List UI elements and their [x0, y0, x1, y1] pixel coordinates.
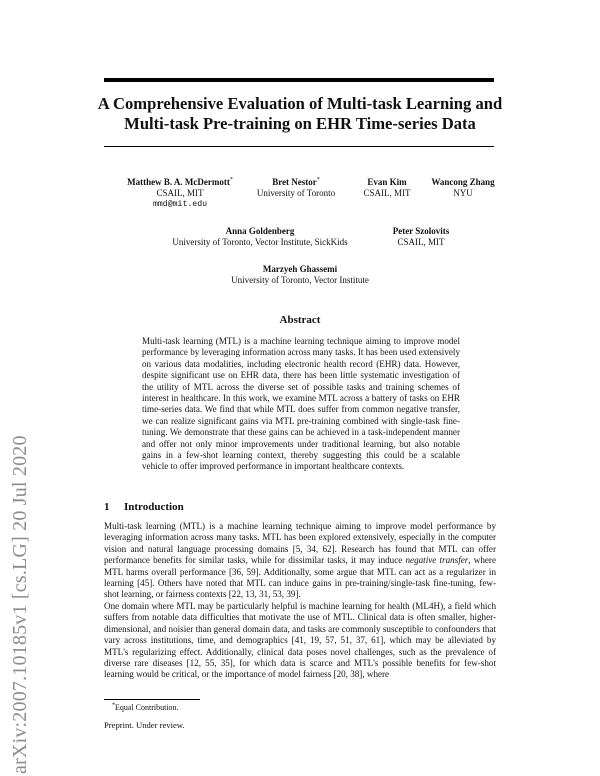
footnote-rule — [104, 699, 200, 700]
author-affiliation: CSAIL, MIT — [397, 237, 445, 247]
paper-title: A Comprehensive Evaluation of Multi-task Learning and Multi-task Pre-training on EHR Time-series Data — [97, 94, 503, 133]
author-affiliation: CSAIL, MIT — [363, 188, 411, 198]
section-title: Introduction — [124, 501, 184, 513]
footnote-text: Equal Contribution. — [115, 703, 179, 712]
equal-contribution-mark: * — [229, 177, 233, 183]
author-name: Anna Goldenberg — [225, 226, 295, 236]
footnote — [112, 703, 179, 712]
author-name: Matthew B. A. McDermott — [127, 177, 230, 187]
intro-paragraph-1 — [104, 521, 496, 601]
author-block — [200, 264, 400, 286]
title-rule-bottom — [104, 146, 494, 147]
author-name: Bret Nestor — [272, 177, 317, 187]
emphasized-term: negative transfer — [405, 555, 469, 566]
author-affiliation: University of Toronto — [256, 188, 336, 198]
author-email[interactable]: mmd@mit.edu — [152, 200, 208, 209]
author-affiliation: University of Toronto, Vector Institute — [231, 275, 369, 285]
author-block — [118, 177, 242, 210]
section-number: 1 — [104, 501, 110, 513]
author-block — [410, 177, 516, 199]
footnote-mark: * — [112, 702, 115, 709]
intro-paragraph-2: One domain where MTL may be particularly helpful is machine learning for health (ML4H), a field which suffers from notable data difficulties that motivate the use of MTL. Clinical data is often smaller, higher-dimensional, and noisier than general domain data, and tasks are commonly susceptible to confounders that vary across institutions, time, and demographics [41, 19, 57, 51, 37, 61], which may be alleviated by MTL's regularizing effect. Additionally, clinical data poses novel challenges, such as the prevalence of diverse rare diseases [12, 55, 35], for which data is scarce and MTL's possible benefits for few-shot learning would be critical, or the importance of model fairness [20, 38], where — [104, 601, 496, 680]
intro-text: Multi-task learning (MTL) is a machine learning technique aiming to improve model performance by leveraging information across many tasks. MTL has been explored extensively, especially in the computer vision and natural language processing domains [5, 34, 62]. Research has found that MTL can offer performance benefits for similar tasks, while for dissimilar tasks, it may induce — [104, 521, 496, 566]
abstract-text: Multi-task learning (MTL) is a machine learning technique aiming to improve model performance by leveraging information across many tasks. It has been used extensively on various data modalities, including electronic health record (EHR) data. However, despite significant use on EHR data, there has been little systematic investigation of the utility of MTL across the diverse set of possible tasks and training schemes of interest in healthcare. In this work, we examine MTL across a battery of tasks on EHR time-series data. We find that while MTL does suffer from common negative transfer, we can realize significant gains via MTL pre-training combined with single-task fine-tuning. We demonstrate that these gains can be achieved in a task-independent manner and offer not only minor improvements under traditional learning, but also notable gains in a few-shot learning context, thereby suggesting this could be a scalable vehicle to offer improved performance in important healthcare contexts. — [142, 336, 460, 472]
intro-text: , where MTL harms overall performance [36, 59]. Additionally, some argue that MTL can act as a regularizer in learning [45]. Others have noted that MTL can induce gains in pre-training/single-task fine-tuning, few-shot learning, or fairness contexts [22, 13, 31, 53, 39]. — [104, 555, 496, 600]
author-affiliation: University of Toronto, Vector Institute, SickKids — [172, 237, 348, 247]
author-name: Marzyeh Ghassemi — [262, 264, 338, 274]
author-affiliation: CSAIL, MIT — [156, 188, 204, 198]
author-block — [140, 226, 380, 248]
author-name: Wancong Zhang — [431, 177, 495, 187]
author-affiliation: NYU — [453, 188, 473, 198]
author-block — [376, 226, 466, 248]
author-name: Peter Szolovits — [392, 226, 450, 236]
abstract-heading: Abstract — [279, 314, 321, 326]
author-block — [246, 177, 346, 199]
preprint-notice: Preprint. Under review. — [104, 720, 185, 730]
author-name: Evan Kim — [367, 177, 407, 187]
title-rule-top — [104, 78, 494, 82]
section-heading — [104, 501, 184, 513]
equal-contribution-mark: * — [316, 177, 320, 183]
arxiv-identifier: arXiv:2007.10185v1 [cs.LG] 20 Jul 2020 — [9, 435, 31, 774]
